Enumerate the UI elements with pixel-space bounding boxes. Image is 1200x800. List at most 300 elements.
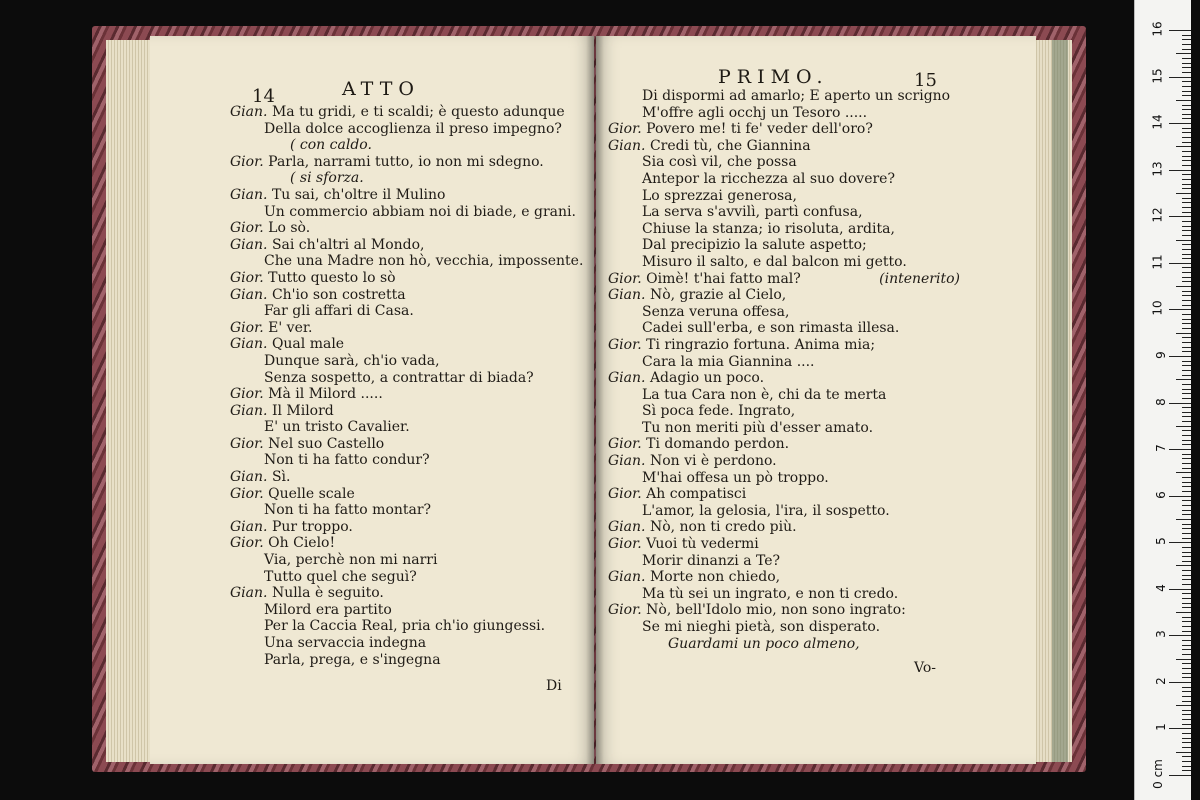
line-text: Ma tu gridi, e ti scaldi; è questo adunque bbox=[271, 104, 565, 120]
ruler-tick bbox=[1182, 188, 1191, 189]
ruler-tick bbox=[1182, 444, 1191, 445]
line-text: Ti domando perdon. bbox=[646, 436, 790, 453]
ruler-tick bbox=[1182, 482, 1191, 483]
ruler-tick bbox=[1169, 30, 1191, 31]
ruler-tick bbox=[1182, 430, 1191, 431]
ruler-tick bbox=[1182, 617, 1191, 618]
text-line bbox=[608, 204, 966, 221]
text-line bbox=[230, 270, 583, 287]
text-line bbox=[230, 436, 583, 453]
text-line bbox=[608, 337, 966, 354]
line-text: Della dolce accoglienza il preso impegno? bbox=[264, 120, 562, 137]
ruler-tick bbox=[1182, 407, 1191, 408]
ruler-tick bbox=[1176, 100, 1191, 101]
ruler-tick bbox=[1182, 756, 1191, 757]
ruler-tick bbox=[1182, 547, 1191, 548]
ruler-tick bbox=[1182, 230, 1191, 231]
ruler-tick bbox=[1182, 267, 1191, 268]
ruler-label: 1 bbox=[1154, 723, 1169, 732]
text-line bbox=[608, 271, 966, 288]
speaker-name: Gian. bbox=[230, 236, 272, 253]
ruler-label: 2 bbox=[1154, 677, 1169, 685]
text-line bbox=[230, 469, 583, 486]
text-line bbox=[608, 304, 966, 321]
ruler-tick bbox=[1169, 216, 1191, 217]
text-line bbox=[608, 436, 966, 453]
line-text: Milord era partito bbox=[264, 601, 392, 618]
text-line bbox=[608, 536, 966, 553]
left-page bbox=[150, 36, 594, 764]
ruler-tick bbox=[1182, 221, 1191, 222]
speaker-name: Gian. bbox=[230, 186, 272, 203]
line-text: E' un tristo Cavalier. bbox=[264, 419, 410, 436]
measuring-ruler bbox=[1134, 0, 1191, 800]
left-page-number: 14 bbox=[252, 86, 275, 107]
line-text: Guardami un poco almeno, bbox=[668, 635, 860, 652]
ruler-tick bbox=[1182, 105, 1191, 106]
ruler-tick bbox=[1182, 114, 1191, 115]
ruler-tick bbox=[1182, 696, 1191, 697]
ruler-tick bbox=[1182, 165, 1191, 166]
ruler-tick bbox=[1182, 640, 1191, 641]
text-line bbox=[608, 171, 966, 188]
ruler-tick bbox=[1182, 184, 1191, 185]
speaker-name: Gian. bbox=[608, 287, 650, 304]
ruler-tick bbox=[1182, 86, 1191, 87]
ruler-tick bbox=[1182, 39, 1191, 40]
text-line bbox=[230, 585, 583, 602]
text-line bbox=[230, 635, 583, 652]
left-catchword: Di bbox=[546, 678, 562, 694]
ruler-tick bbox=[1182, 91, 1191, 92]
ruler-tick bbox=[1169, 403, 1191, 404]
line-text: Ti ringrazio fortuna. Anima mia; bbox=[646, 336, 876, 353]
ruler-tick bbox=[1182, 733, 1191, 734]
line-text: Ma tù sei un ingrato, e non ti credo. bbox=[642, 585, 899, 602]
text-line bbox=[230, 303, 583, 320]
ruler-tick bbox=[1176, 659, 1191, 660]
ruler-label: 11 bbox=[1150, 254, 1165, 270]
ruler-label: 6 bbox=[1154, 490, 1169, 499]
speaker-name: Gian. bbox=[230, 402, 272, 419]
ruler-tick bbox=[1182, 607, 1191, 608]
ruler-tick bbox=[1182, 109, 1191, 110]
line-text: Senza sospetto, a contrattar di biada? bbox=[264, 369, 534, 386]
line-text: Dunque sarà, ch'io vada, bbox=[264, 352, 440, 369]
speaker-name: Gian. bbox=[230, 286, 272, 303]
ruler-tick bbox=[1169, 589, 1191, 590]
ruler-label: 7 bbox=[1154, 444, 1169, 452]
right-page bbox=[596, 36, 1036, 764]
ruler-tick bbox=[1182, 174, 1191, 175]
line-text: L'amor, la gelosia, l'ira, il sospetto. bbox=[642, 502, 890, 519]
ruler-tick bbox=[1182, 49, 1191, 50]
line-text: Credi tù, che Giannina bbox=[649, 137, 811, 154]
ruler-tick bbox=[1182, 137, 1191, 138]
ruler-tick bbox=[1182, 654, 1191, 655]
text-line bbox=[230, 187, 583, 204]
line-text: Un commercio abbiam noi di biade, e grani. bbox=[264, 203, 576, 220]
text-line bbox=[608, 602, 966, 619]
line-text: Che una Madre non hò, vecchia, impossente. bbox=[264, 253, 584, 270]
ruler-tick bbox=[1176, 53, 1191, 54]
ruler-tick bbox=[1182, 491, 1191, 492]
line-text: Morir dinanzi a Te? bbox=[642, 552, 781, 569]
ruler-tick bbox=[1182, 300, 1191, 301]
ruler-tick bbox=[1182, 598, 1191, 599]
ruler-tick bbox=[1182, 556, 1191, 557]
line-text: Vuoi tù vedermi bbox=[646, 536, 759, 553]
left-page-edges bbox=[106, 40, 152, 762]
line-text: Nulla è seguito. bbox=[271, 585, 384, 602]
ruler-tick bbox=[1182, 468, 1191, 469]
speaker-name: Gior. bbox=[608, 602, 647, 619]
speaker-name: Gian. bbox=[230, 585, 272, 602]
line-text: Il Milord bbox=[271, 402, 334, 419]
text-line bbox=[230, 220, 583, 237]
ruler-tick bbox=[1182, 398, 1191, 399]
ruler-tick bbox=[1182, 603, 1191, 604]
text-line bbox=[608, 154, 966, 171]
speaker-name: Gior. bbox=[608, 436, 647, 453]
line-text: Lo sprezzai generosa, bbox=[642, 187, 797, 204]
ruler-tick bbox=[1182, 305, 1191, 306]
text-line bbox=[608, 188, 966, 205]
line-text: Una servaccia indegna bbox=[264, 635, 427, 651]
ruler-tick bbox=[1182, 663, 1191, 664]
text-line bbox=[230, 170, 583, 187]
text-line bbox=[608, 237, 966, 254]
ruler-tick bbox=[1182, 742, 1191, 743]
line-text: E' ver. bbox=[268, 319, 313, 336]
ruler-tick bbox=[1182, 770, 1191, 771]
line-text: Adagio un poco. bbox=[649, 370, 765, 387]
ruler-tick bbox=[1182, 510, 1191, 511]
text-line bbox=[230, 287, 583, 304]
ruler-tick bbox=[1182, 314, 1191, 315]
text-line bbox=[608, 320, 966, 337]
line-text: La tua Cara non è, chi da te merta bbox=[642, 386, 887, 403]
line-text: Cara la mia Giannina .... bbox=[642, 353, 815, 370]
ruler-label: 15 bbox=[1150, 67, 1165, 84]
ruler-tick bbox=[1182, 761, 1191, 762]
ruler-tick bbox=[1182, 533, 1191, 534]
ruler-tick bbox=[1182, 710, 1191, 711]
ruler-tick bbox=[1176, 565, 1191, 566]
speaker-name: Gian. bbox=[608, 569, 650, 586]
ruler-tick bbox=[1182, 626, 1191, 627]
ruler-tick bbox=[1182, 351, 1191, 352]
text-line bbox=[230, 535, 583, 552]
text-line bbox=[608, 105, 966, 122]
ruler-tick bbox=[1182, 687, 1191, 688]
ruler-tick bbox=[1176, 333, 1191, 334]
line-text: Via, perchè non mi narri bbox=[264, 552, 438, 569]
text-line bbox=[608, 453, 966, 470]
ruler-label: 8 bbox=[1154, 397, 1169, 406]
text-line bbox=[230, 403, 583, 420]
ruler-tick bbox=[1182, 561, 1191, 562]
ruler-tick bbox=[1176, 519, 1191, 520]
ruler-tick bbox=[1176, 379, 1191, 380]
ruler-tick bbox=[1182, 44, 1191, 45]
ruler-tick bbox=[1182, 528, 1191, 529]
ruler-label: 12 bbox=[1150, 207, 1165, 223]
ruler-tick bbox=[1169, 775, 1191, 776]
text-line bbox=[230, 336, 583, 353]
line-text: Povero me! ti fe' veder dell'oro? bbox=[646, 121, 873, 138]
ruler-tick bbox=[1176, 612, 1191, 613]
speaker-name: Gior. bbox=[230, 485, 269, 502]
text-line bbox=[230, 320, 583, 337]
ruler-tick bbox=[1169, 356, 1191, 357]
text-line bbox=[230, 154, 583, 171]
ruler-tick bbox=[1176, 146, 1191, 147]
ruler-tick bbox=[1182, 156, 1191, 157]
ruler-tick bbox=[1182, 393, 1191, 394]
ruler-tick bbox=[1182, 342, 1191, 343]
text-line bbox=[230, 602, 583, 619]
ruler-tick bbox=[1182, 677, 1191, 678]
text-line bbox=[608, 221, 966, 238]
ruler-tick bbox=[1182, 645, 1191, 646]
ruler-tick bbox=[1182, 435, 1191, 436]
speaker-name: Gian. bbox=[230, 336, 272, 353]
ruler-label: 0 cm bbox=[1151, 759, 1166, 789]
ruler-tick bbox=[1182, 337, 1191, 338]
line-text: Non ti ha fatto condur? bbox=[264, 452, 430, 469]
ruler-tick bbox=[1182, 281, 1191, 282]
ruler-tick bbox=[1182, 258, 1191, 259]
speaker-name: Gian. bbox=[608, 519, 650, 536]
speaker-name: Gian. bbox=[608, 370, 650, 387]
ruler-tick bbox=[1176, 705, 1191, 706]
ruler-tick bbox=[1182, 207, 1191, 208]
speaker-name: Gior. bbox=[608, 536, 647, 553]
ruler-tick bbox=[1182, 714, 1191, 715]
ruler-tick bbox=[1182, 524, 1191, 525]
line-text: Non vi è perdono. bbox=[649, 453, 777, 470]
ruler-tick bbox=[1169, 309, 1191, 310]
line-text: Tu non meriti più d'esser amato. bbox=[642, 419, 874, 436]
ruler-tick bbox=[1182, 67, 1191, 68]
ruler-tick bbox=[1182, 179, 1191, 180]
speaker-name: Gior. bbox=[608, 486, 647, 503]
ruler-tick bbox=[1182, 454, 1191, 455]
text-line bbox=[608, 569, 966, 586]
text-line bbox=[230, 104, 583, 121]
ruler-tick bbox=[1182, 244, 1191, 245]
text-line bbox=[230, 452, 583, 469]
ruler-tick bbox=[1182, 128, 1191, 129]
ruler-tick bbox=[1169, 496, 1191, 497]
ruler-tick bbox=[1182, 593, 1191, 594]
ruler-tick bbox=[1182, 575, 1191, 576]
ruler-tick bbox=[1182, 570, 1191, 571]
ruler-tick bbox=[1182, 226, 1191, 227]
line-text: Chiuse la stanza; io risoluta, ardita, bbox=[642, 220, 895, 237]
line-text: Parla, narrami tutto, io non mi sdegno. bbox=[268, 153, 544, 170]
line-text: Senza veruna offesa, bbox=[642, 303, 790, 320]
ruler-label: 9 bbox=[1154, 351, 1169, 359]
ruler-tick bbox=[1176, 193, 1191, 194]
line-text: Ah compatisci bbox=[646, 486, 747, 503]
text-line bbox=[608, 370, 966, 387]
ruler-tick bbox=[1182, 477, 1191, 478]
left-page-text bbox=[230, 104, 583, 668]
speaker-name: Gior. bbox=[608, 270, 647, 287]
ruler-tick bbox=[1176, 426, 1191, 427]
ruler-tick bbox=[1182, 35, 1191, 36]
line-text: Qual male bbox=[271, 336, 345, 353]
line-text: Tutto questo lo sò bbox=[268, 269, 396, 286]
ruler-tick bbox=[1169, 542, 1191, 543]
ruler-tick bbox=[1182, 58, 1191, 59]
line-text: La serva s'avvilì, partì confusa, bbox=[642, 204, 863, 221]
ruler-tick bbox=[1182, 254, 1191, 255]
line-text: Se mi nieghi pietà, son disperato. bbox=[642, 619, 881, 635]
text-line bbox=[230, 419, 583, 436]
speaker-name: Gior. bbox=[230, 153, 269, 170]
right-page-number: 15 bbox=[914, 70, 937, 91]
line-text: Di dispormi ad amarlo; E aperto un scrigno bbox=[642, 88, 951, 104]
speaker-name: Gior. bbox=[608, 121, 647, 138]
line-text: M'offre agli occhj un Tesoro ..... bbox=[642, 104, 868, 121]
text-line bbox=[230, 353, 583, 370]
ruler-tick bbox=[1182, 328, 1191, 329]
ruler-tick bbox=[1182, 63, 1191, 64]
ruler-tick bbox=[1182, 277, 1191, 278]
line-text: Tutto quel che seguì? bbox=[264, 568, 417, 585]
ruler-tick bbox=[1182, 766, 1191, 767]
line-text: Sai ch'altri al Mondo, bbox=[271, 236, 425, 253]
ruler-tick bbox=[1182, 701, 1191, 702]
speaker-name: Gian. bbox=[230, 518, 272, 535]
ruler-tick bbox=[1182, 202, 1191, 203]
ruler-tick bbox=[1176, 240, 1191, 241]
line-text: Parla, prega, e s'ingegna bbox=[264, 651, 441, 668]
ruler-label: 10 bbox=[1150, 300, 1165, 317]
text-line bbox=[230, 237, 583, 254]
ruler-tick bbox=[1182, 151, 1191, 152]
text-line bbox=[230, 618, 583, 635]
ruler-tick bbox=[1182, 500, 1191, 501]
line-text: Sia così vil, che possa bbox=[642, 154, 797, 171]
line-text: M'hai offesa un pò troppo. bbox=[642, 469, 829, 486]
speaker-name: Gior. bbox=[230, 269, 269, 286]
ruler-tick bbox=[1182, 631, 1191, 632]
ruler-tick bbox=[1182, 347, 1191, 348]
ruler-tick bbox=[1182, 160, 1191, 161]
ruler-tick bbox=[1182, 514, 1191, 515]
ruler-tick bbox=[1182, 370, 1191, 371]
ruler-tick bbox=[1182, 738, 1191, 739]
ruler-label: 14 bbox=[1150, 114, 1165, 130]
text-line bbox=[608, 403, 966, 420]
line-text: ( con caldo. bbox=[290, 137, 372, 154]
ruler-tick bbox=[1182, 719, 1191, 720]
text-line bbox=[608, 636, 966, 653]
text-line bbox=[608, 470, 966, 487]
ruler-tick bbox=[1182, 81, 1191, 82]
ruler-tick bbox=[1182, 95, 1191, 96]
ruler-tick bbox=[1182, 375, 1191, 376]
line-text: Tu sai, ch'oltre il Mulino bbox=[271, 186, 446, 203]
ruler-tick bbox=[1182, 416, 1191, 417]
ruler-tick bbox=[1169, 263, 1191, 264]
line-text: Nò, bell'Idolo mio, non sono ingrato: bbox=[646, 602, 906, 619]
ruler-tick bbox=[1182, 440, 1191, 441]
speaker-name: Gior. bbox=[230, 386, 269, 403]
ruler-tick bbox=[1182, 118, 1191, 119]
right-catchword: Vo- bbox=[914, 660, 936, 676]
line-text: Ch'io son costretta bbox=[271, 286, 406, 303]
left-page-header: ATTO bbox=[342, 78, 420, 100]
ruler-tick bbox=[1182, 505, 1191, 506]
ruler-tick bbox=[1182, 323, 1191, 324]
ruler-tick bbox=[1169, 77, 1191, 78]
line-text: Cadei sull'erba, e son rimasta illesa. bbox=[642, 320, 900, 337]
ruler-tick bbox=[1176, 286, 1191, 287]
ruler-tick bbox=[1176, 752, 1191, 753]
ruler-tick bbox=[1182, 142, 1191, 143]
ruler-tick bbox=[1182, 584, 1191, 585]
speaker-name: Gian. bbox=[608, 453, 650, 470]
speaker-name: Gian. bbox=[230, 469, 272, 486]
ruler-tick bbox=[1182, 552, 1191, 553]
ruler-tick bbox=[1182, 272, 1191, 273]
line-text: Quelle scale bbox=[268, 485, 355, 502]
speaker-name: Gian. bbox=[608, 137, 650, 154]
text-line bbox=[230, 502, 583, 519]
right-page-text bbox=[608, 88, 966, 652]
text-line bbox=[230, 486, 583, 503]
text-line bbox=[608, 121, 966, 138]
text-line bbox=[608, 586, 966, 603]
speaker-name: Gian. bbox=[230, 104, 272, 120]
ruler-tick bbox=[1182, 365, 1191, 366]
text-line bbox=[230, 121, 583, 138]
text-line bbox=[608, 619, 966, 636]
right-page-header: PRIMO. bbox=[718, 66, 829, 88]
line-text: Dal precipizio la salute aspetto; bbox=[642, 237, 867, 254]
text-line bbox=[608, 553, 966, 570]
ruler-tick bbox=[1169, 449, 1191, 450]
line-text: Non ti ha fatto montar? bbox=[264, 502, 432, 519]
speaker-name: Gior. bbox=[608, 336, 647, 353]
text-line bbox=[608, 88, 966, 105]
ruler-tick bbox=[1182, 691, 1191, 692]
ruler-tick bbox=[1182, 463, 1191, 464]
text-line bbox=[230, 386, 583, 403]
stage-direction: (intenerito) bbox=[879, 270, 960, 287]
line-text: Nò, grazie al Cielo, bbox=[649, 287, 787, 304]
line-text: Sì. bbox=[271, 469, 291, 486]
ruler-tick bbox=[1182, 291, 1191, 292]
ruler-tick bbox=[1182, 198, 1191, 199]
ruler-tick bbox=[1182, 319, 1191, 320]
ruler-label: 5 bbox=[1154, 537, 1169, 546]
text-line bbox=[608, 138, 966, 155]
ruler-tick bbox=[1182, 486, 1191, 487]
ruler-tick bbox=[1182, 235, 1191, 236]
line-text: Misuro il salto, e dal balcon mi getto. bbox=[642, 253, 907, 270]
text-line bbox=[230, 569, 583, 586]
ruler-tick bbox=[1169, 635, 1191, 636]
ruler-tick bbox=[1176, 472, 1191, 473]
ruler-tick bbox=[1182, 668, 1191, 669]
line-text: Sì poca fede. Ingrato, bbox=[642, 403, 796, 420]
